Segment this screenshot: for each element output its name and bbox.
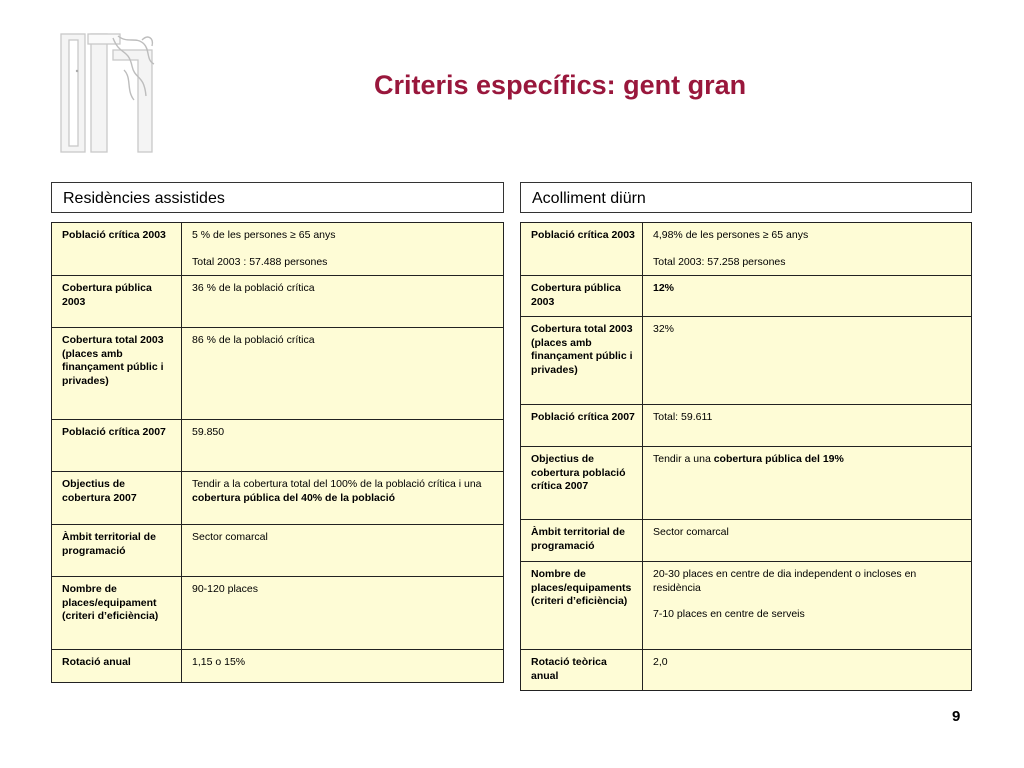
table-row <box>521 223 972 276</box>
row-value: 32% <box>643 317 972 405</box>
row-label: Població crítica 2003 <box>52 223 182 276</box>
table-row <box>521 405 972 447</box>
row-value: Total: 59.611 <box>643 405 972 447</box>
table-row <box>52 223 504 276</box>
row-label: Cobertura total 2003 (places amb finançament públic i privades) <box>52 328 182 420</box>
row-value: Tendir a la cobertura total del 100% de la població crítica i una cobertura pública del 40% de la població <box>182 472 504 525</box>
row-label: Rotació teòrica anual <box>521 650 643 691</box>
row-label: Objectius de cobertura 2007 <box>52 472 182 525</box>
row-value: 4,98% de les persones ≥ 65 anys Total 2003: 57.258 persones <box>643 223 972 276</box>
row-label: Rotació anual <box>52 650 182 683</box>
table-row <box>521 562 972 650</box>
row-value: Tendir a una cobertura pública del 19% <box>643 447 972 520</box>
page-number: 9 <box>952 708 961 725</box>
row-label: Nombre de places/equipament (criteri d’eficiència) <box>52 577 182 650</box>
row-label: Àmbit territorial de programació <box>521 520 643 562</box>
acolliment-header: Acolliment diürn <box>520 182 972 213</box>
acolliment-table <box>520 222 972 691</box>
row-label: Nombre de places/equipaments (criteri d’eficiència) <box>521 562 643 650</box>
row-value: 90-120 places <box>182 577 504 650</box>
row-value: Sector comarcal <box>182 525 504 577</box>
residencies-table <box>51 222 504 683</box>
row-label: Objectius de cobertura població crítica 2007 <box>521 447 643 520</box>
table-row <box>521 447 972 520</box>
slide-title: Criteris específics: gent gran <box>374 70 747 100</box>
row-value: 1,15 o 15% <box>182 650 504 683</box>
table-row <box>52 650 504 683</box>
table-row <box>521 317 972 405</box>
table-row <box>52 420 504 472</box>
row-value: 12% <box>643 276 972 317</box>
row-value: 2,0 <box>643 650 972 691</box>
row-label: Cobertura pública 2003 <box>521 276 643 317</box>
table-row <box>52 525 504 577</box>
row-label: Cobertura total 2003 (places amb finançament públic i privades) <box>521 317 643 405</box>
logo-emblem-icon <box>58 30 158 156</box>
row-value: 59.850 <box>182 420 504 472</box>
row-label: Cobertura pública 2003 <box>52 276 182 328</box>
row-value: 86 % de la població crítica <box>182 328 504 420</box>
table-row <box>521 650 972 691</box>
row-label: Població crítica 2003 <box>521 223 643 276</box>
row-value: 36 % de la població crítica <box>182 276 504 328</box>
table-row <box>521 520 972 562</box>
row-value: 20-30 places en centre de dia independent o incloses en residència 7-10 places en centre de serveis <box>643 562 972 650</box>
row-label: Àmbit territorial de programació <box>52 525 182 577</box>
row-label: Població crítica 2007 <box>521 405 643 447</box>
table-row <box>52 328 504 420</box>
row-label: Població crítica 2007 <box>52 420 182 472</box>
table-row <box>52 276 504 328</box>
row-value: 5 % de les persones ≥ 65 anys Total 2003 : 57.488 persones <box>182 223 504 276</box>
residencies-header: Residències assistides <box>51 182 504 213</box>
table-row <box>52 577 504 650</box>
table-row <box>521 276 972 317</box>
table-row <box>52 472 504 525</box>
row-value: Sector comarcal <box>643 520 972 562</box>
